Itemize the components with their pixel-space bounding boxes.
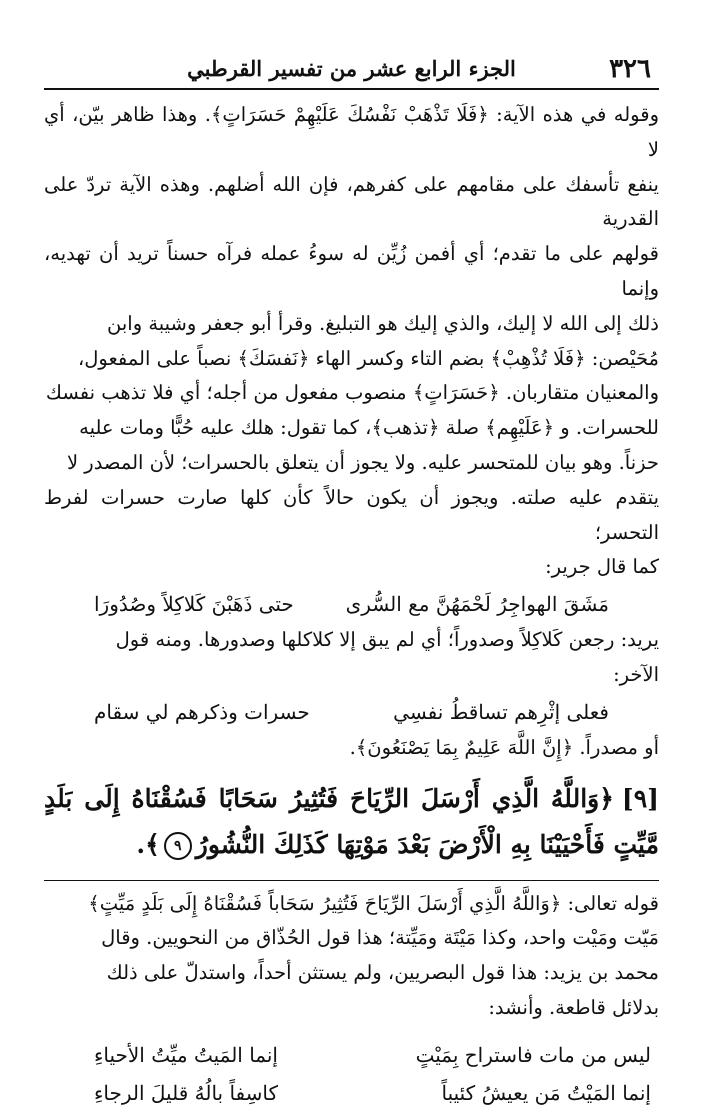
- poetry-verse: [44, 585, 659, 623]
- ayah-end-medallion-icon: ٩: [164, 832, 192, 860]
- section-divider: [44, 880, 659, 881]
- verse-second-hemistich: حسرات وذكرهم لي سقام: [94, 699, 310, 724]
- paragraph-line: يتقدم عليه صلته. ويجوز أن يكون حالاً كأن كلها صارت حسرات لفرط التحسر؛: [44, 485, 659, 544]
- paragraph-line: والمعنيان متقاربان. ﴿حَسَرَاتٍ﴾ منصوب مفعول من أجله؛ أي فلا تذهب نفسك: [45, 381, 659, 405]
- page-number: ٣٢٦: [609, 54, 651, 84]
- paragraph-line: الآخر:: [613, 662, 659, 686]
- quran-verse-heading: [44, 776, 659, 868]
- verse-second-hemistich: إنما المَيتُ ميِّتُ الأحياءِ: [94, 1042, 278, 1067]
- paragraph-line: ذلك إلى الله لا إليك، والذي إليك هو التبليغ. وقرأ أبو جعفر وشيبة وابن: [107, 311, 659, 335]
- poetry-verse: [44, 693, 659, 731]
- verse-first-hemistich: مَشَقَ الهواجِرُ لَحْمَهُنَّ مع السُّرى: [345, 592, 609, 617]
- paragraph-line: بدلائل قاطعة. وأنشد:: [488, 995, 659, 1019]
- paragraph-line: مَيّت ومَيْت واحد، وكذا مَيْتَة ومَيِّتة؛ هذا قول الحُذّاق من النحويين. وقال: [101, 926, 659, 950]
- paragraph-line: حزناً. وهو بيان للمتحسر عليه. ولا يجوز أن يتعلق بالحسرات؛ لأن المصدر لا: [66, 450, 659, 474]
- verse-number-marker: [٩]: [621, 783, 659, 813]
- quran-verse-text: ﴿وَاللَّهُ الَّذِي أَرْسَلَ الرِّيَاحَ فَتُثِيرُ سَحَابًا فَسُقْنَاهُ إِلَى بَلَدٍ مَّيِّتٍ فَأَحْيَيْنَا بِهِ الْأَرْضَ بَعْدَ مَوْتِهَا: [44, 783, 659, 859]
- verse-first-hemistich: فعلى إثْرِهم تساقطُ نفسِي: [393, 699, 609, 724]
- paragraph-line: وقوله في هذه الآية: ﴿فَلَا تَذْهَبْ نَفْسُكَ عَلَيْهِمْ حَسَرَاتٍ﴾. وهذا ظاهر بيّن، أي لا: [44, 103, 659, 161]
- paragraph-line: مُحَيْصن: ﴿فَلَا تُذْهِبْ﴾ بضم التاء وكسر الهاء ﴿نَفسَكَ﴾ نصباً على المفعول،: [77, 346, 659, 370]
- verse-second-hemistich: كاسِفاً بالُهُ قليلَ الرجاءِ: [94, 1080, 279, 1105]
- paragraph-line: قوله تعالى: ﴿وَاللَّهُ الَّذِي أَرْسَلَ الرِّيَاحَ فَتُثِيرُ سَحَاباً فَسُقْنَاهُ إِلَى بَلَدٍ مَيِّتٍ﴾: [88, 891, 659, 915]
- poetry-verse: [44, 1074, 659, 1112]
- quran-verse-text-end: كَذَلِكَ النُّشُورُ: [195, 829, 328, 859]
- paragraph-line: ينفع تأسفك على مقامهم على كفرهم، فإن الله أضلهم. وهذه الآية تردّ على القدرية: [44, 172, 659, 231]
- paragraph-line: قولهم على ما تقدم؛ أي أفمن زُيِّن له سوءُ عمله فرآه حسناً تريد أن تهديه، وإنما: [44, 242, 659, 300]
- commentary-body: [44, 98, 659, 1112]
- running-title: الجزء الرابع عشر من تفسير القرطبي: [187, 56, 516, 81]
- paragraph-line: محمد بن يزيد: هذا قول البصريين، ولم يستثن أحداً، واستدلّ على ذلك: [106, 961, 659, 985]
- paragraph-line: أو مصدراً. ﴿إِنَّ اللَّهَ عَلِيمٌ بِمَا يَصْنَعُونَ﴾.: [349, 735, 659, 759]
- verse-second-hemistich: حتى ذَهَبْنَ كَلاكِلاً وصُدُورَا: [94, 592, 294, 617]
- verse-first-hemistich: ليس من مات فاستراح بِمَيْتٍ: [415, 1042, 651, 1067]
- poetry-verse: [44, 1036, 659, 1074]
- verse-first-hemistich: إنما المَيْتُ مَن يعيشُ كئيباً: [441, 1080, 651, 1105]
- paragraph-line: كما قال جرير:: [545, 555, 659, 579]
- paragraph-line: للحسرات. و ﴿عَلَيْهِم﴾ صلة ﴿تذهب﴾، كما تقول: هلك عليه حُبًّا ومات عليه: [79, 416, 659, 440]
- quran-verse-close: ﴾.: [136, 829, 160, 859]
- paragraph-line: يريد: رجعن كَلاكِلاً وصدوراً؛ أي لم يبق إلا كلاكلها وصدورها. ومنه قول: [115, 628, 659, 652]
- page-header: [44, 52, 659, 90]
